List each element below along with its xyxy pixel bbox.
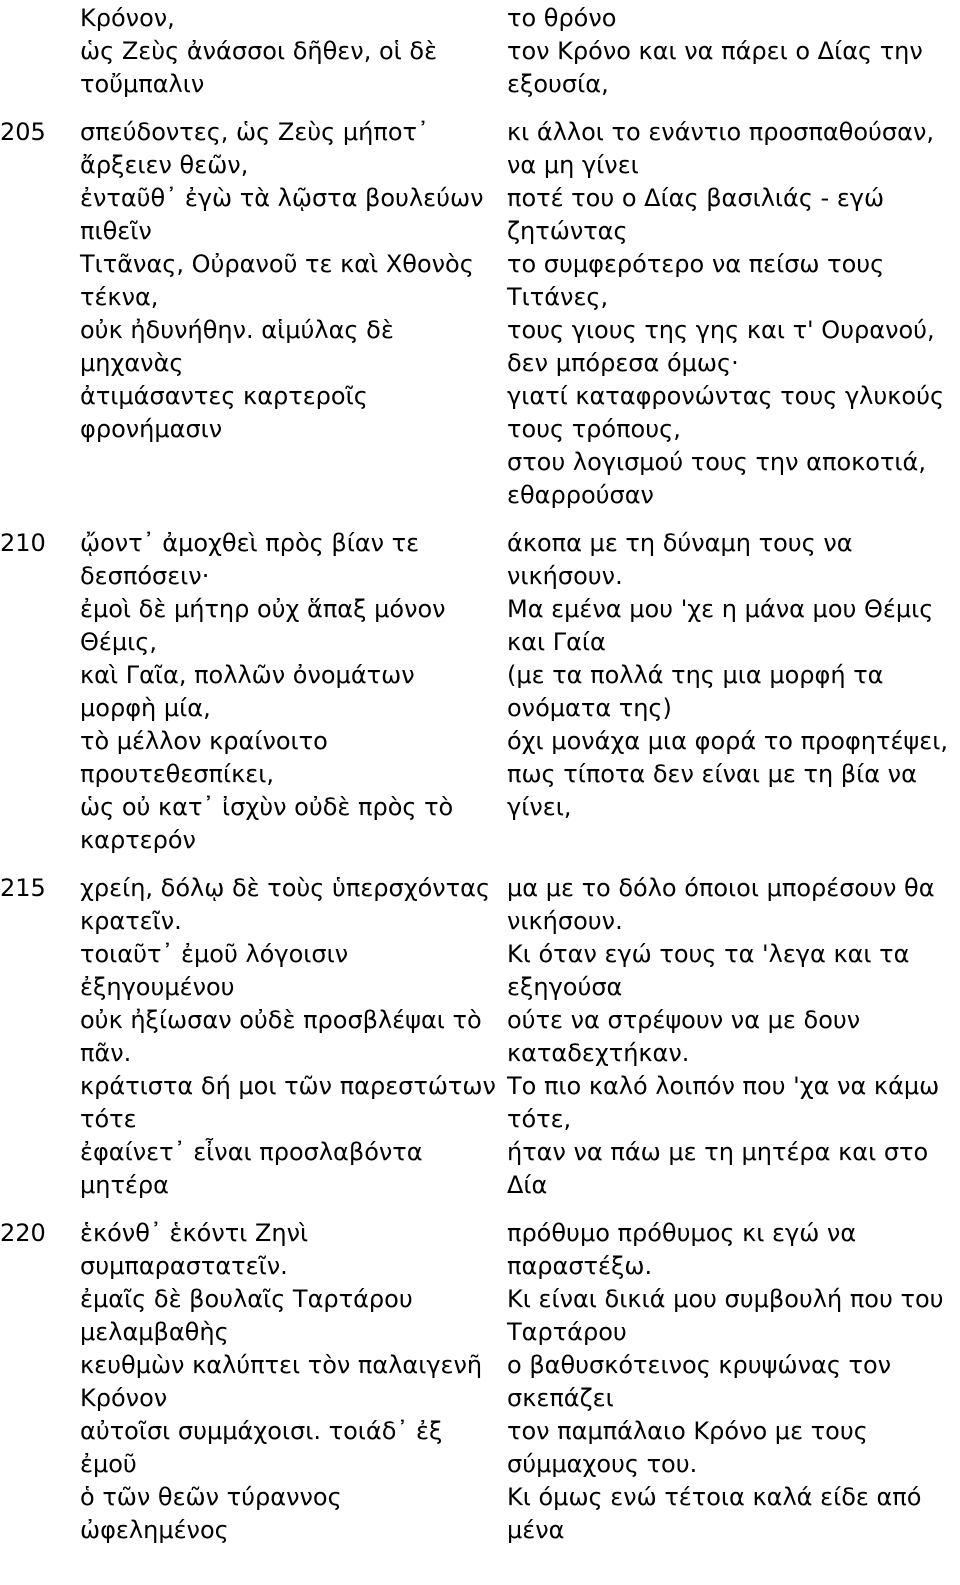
translation-text xyxy=(505,116,960,512)
greek-line: καὶ Γαῖα, πολλῶν ὀνομάτων μορφὴ μία, xyxy=(80,661,415,722)
greek-line: ἐφαίνετ᾽ εἶναι προσλαβόντα μητέρα xyxy=(80,1138,423,1199)
translation-line: Το πιο καλό λοιπόν που 'χα να κάμω τότε, xyxy=(507,1072,940,1133)
verse-block xyxy=(0,872,960,1202)
greek-line: οὐκ ἠδυνήθην. αἱμύλας δὲ μηχανὰς xyxy=(80,316,394,377)
translation-text xyxy=(505,872,960,1202)
translation-line: το συμφερότερο να πείσω τους Τιτάνες, xyxy=(507,250,885,311)
greek-line: ὁ τῶν θεῶν τύραννος ὠφελημένος xyxy=(80,1483,342,1544)
translation-line: ο βαθυσκότεινος κρυψώνας τον σκεπάζει xyxy=(507,1351,892,1412)
translation-line: Μα εμένα μου 'χε η μάνα μου Θέμις και Γαία xyxy=(507,595,934,656)
greek-text xyxy=(80,116,505,512)
line-number: 210 xyxy=(0,529,46,557)
translation-line: ήταν να πάω με τη μητέρα και στο Δία xyxy=(507,1138,929,1199)
greek-text xyxy=(80,872,505,1202)
greek-line: ἐμοὶ δὲ μήτηρ οὐχ ἅπαξ μόνον Θέμις, xyxy=(80,595,446,656)
translation-line: στου λογισμού τους την αποκοτιά, εθαρρούσαν xyxy=(507,448,926,509)
greek-line: ὡς Ζεὺς ἀνάσσοι δῆθεν, οἱ δὲ τοὔμπαλιν xyxy=(80,37,438,98)
greek-line: ὡς οὐ κατ᾽ ἰσχὺν οὐδὲ πρὸς τὸ καρτερόν xyxy=(80,793,454,854)
greek-line: σπεύδοντες, ὡς Ζεὺς μήποτ᾽ ἄρξειεν θεῶν, xyxy=(80,118,429,179)
greek-line: τοιαῦτ᾽ ἐμοῦ λόγοισιν ἐξηγουμένου xyxy=(80,940,349,1001)
line-number: 220 xyxy=(0,1219,46,1247)
translation-line: γιατί καταφρονώντας τους γλυκούς τους τρόπους, xyxy=(507,382,945,443)
translation-text xyxy=(505,2,960,101)
translation-line: Κι όμως ενώ τέτοια καλά είδε από μένα xyxy=(507,1483,922,1544)
translation-line: όχι μονάχα μια φορά το προφητέψει, xyxy=(507,727,948,755)
greek-line: κράτιστα δή μοι τῶν παρεστώτων τότε xyxy=(80,1072,496,1133)
greek-line: χρείη, δόλῳ δὲ τοὺς ὑπερσχόντας κρατεῖν. xyxy=(80,874,491,935)
translation-line: άκοπα με τη δύναμη τους να νικήσουν. xyxy=(507,529,853,590)
verse-block xyxy=(0,1217,960,1547)
greek-text xyxy=(80,527,505,857)
translation-line: το θρόνο xyxy=(507,4,617,32)
greek-line: οὐκ ἠξίωσαν οὐδὲ προσβλέψαι τὸ πᾶν. xyxy=(80,1006,482,1067)
line-number xyxy=(0,2,80,101)
translation-text xyxy=(505,527,960,857)
greek-line: ᾤοντ᾽ ἀμοχθεὶ πρὸς βίαν τε δεσπόσειν· xyxy=(80,529,420,590)
translation-line: τον Κρόνο και να πάρει ο Δίας την εξουσία, xyxy=(507,37,923,98)
translation-text xyxy=(505,1217,960,1547)
translation-line: πρόθυμο πρόθυμος κι εγώ να παραστέξω. xyxy=(507,1219,857,1280)
greek-line: Κρόνον, xyxy=(80,4,175,32)
line-number: 215 xyxy=(0,874,46,902)
verse-block xyxy=(0,116,960,512)
greek-text xyxy=(80,1217,505,1547)
greek-line: ἑκόνθ᾽ ἑκόντι Ζηνὶ συμπαραστατεῖν. xyxy=(80,1219,309,1280)
greek-line: ἐνταῦθ᾽ ἐγὼ τὰ λῷστα βουλεύων πιθεῖν xyxy=(80,184,484,245)
translation-line: πως τίποτα δεν είναι με τη βία να γίνει, xyxy=(507,760,917,821)
translation-line: ποτέ του ο Δίας βασιλιάς - εγώ ζητώντας xyxy=(507,184,885,245)
greek-line: κευθμὼν καλύπτει τὸν παλαιγενῆ Κρόνον xyxy=(80,1351,483,1412)
verse-block xyxy=(0,0,960,101)
translation-line: Κι όταν εγώ τους τα 'λεγα και τα εξηγούσα xyxy=(507,940,910,1001)
greek-line: ἐμαῖς δὲ βουλαῖς Ταρτάρου μελαμβαθὴς xyxy=(80,1285,413,1346)
greek-line: Τιτᾶνας, Οὐρανοῦ τε καὶ Χθονὸς τέκνα, xyxy=(80,250,474,311)
translation-line: κι άλλοι το ενάντιο προσπαθούσαν, να μη γίνει xyxy=(507,118,934,179)
translation-line: μα με το δόλο όποιοι μπορέσουν θα νικήσουν. xyxy=(507,874,935,935)
translation-line: Κι είναι δικιά μου συμβουλή που του Ταρτάρου xyxy=(507,1285,944,1346)
greek-line: ἀτιμάσαντες καρτεροῖς φρονήμασιν xyxy=(80,382,368,443)
translation-line: τους γιους της γης και τ' Ουρανού, δεν μπόρεσα όμως· xyxy=(507,316,935,377)
translation-line: τον παμπάλαιο Κρόνο με τους σύμμαχους του. xyxy=(507,1417,868,1478)
translation-line: (με τα πολλά της μια μορφή τα ονόματα της) xyxy=(507,661,884,722)
translation-line: ούτε να στρέψουν να με δουν καταδεχτήκαν. xyxy=(507,1006,861,1067)
verse-block xyxy=(0,527,960,857)
greek-line: αὐτοῖσι συμμάχοισι. τοιάδ᾽ ἐξ ἐμοῦ xyxy=(80,1417,443,1478)
greek-text xyxy=(80,2,505,101)
greek-line: τὸ μέλλον κραίνοιτο προυτεθεσπίκει, xyxy=(80,727,328,788)
line-number: 205 xyxy=(0,118,46,146)
